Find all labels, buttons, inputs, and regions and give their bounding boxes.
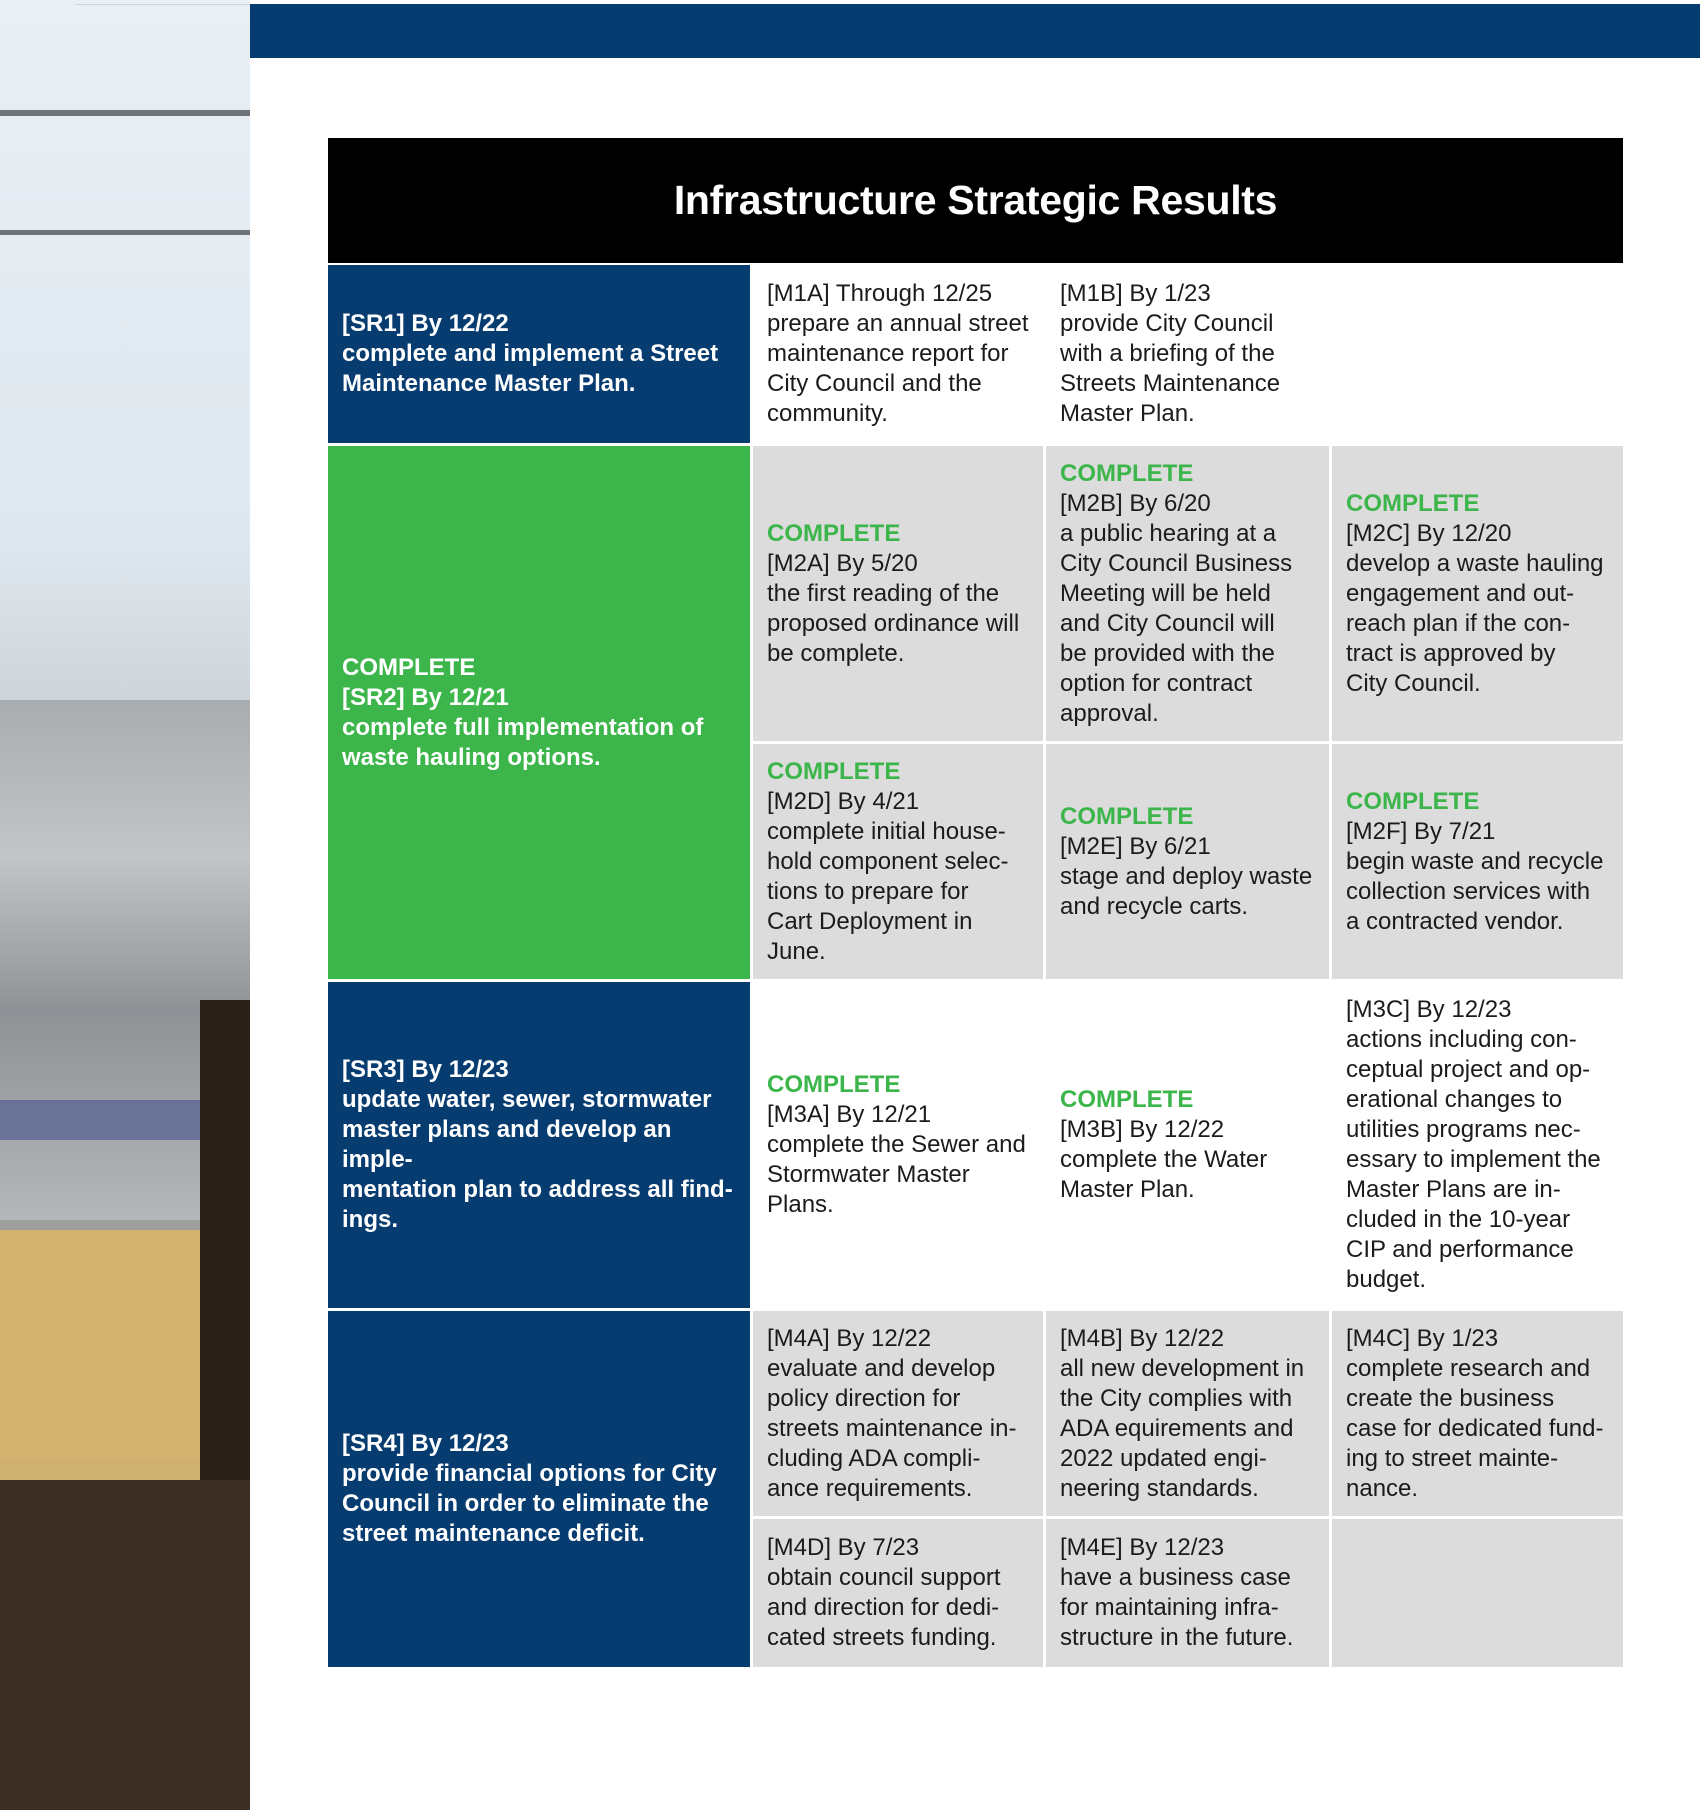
cell-text-line: [M4C] By 1/23 <box>1346 1324 1499 1352</box>
cell-text-line: maintenance report for <box>767 340 1009 367</box>
cell-text-line: [M4E] By 12/23 <box>1060 1534 1225 1561</box>
cell-text-line: develop a waste hauling <box>1346 549 1604 577</box>
measure-cell <box>1332 1311 1623 1516</box>
cell-text-line: complete initial house- <box>767 817 1006 845</box>
cell-text-line: complete and implement a Street <box>342 340 719 367</box>
cell-text-line: cluding ADA compli- <box>767 1444 981 1472</box>
cell-text-line: evaluate and develop <box>767 1354 996 1382</box>
cell-text-line: have a business case <box>1060 1564 1291 1591</box>
cell-text-line: [M4A] By 12/22 <box>767 1324 932 1352</box>
cell-text-line: essary to implement the <box>1346 1146 1601 1173</box>
measure-cell <box>753 1519 1043 1667</box>
status-label: COMPLETE <box>1060 459 1194 487</box>
cell-text-line: provide City Council <box>1060 310 1274 337</box>
cell-text-line: cluded in the 10-year <box>1346 1206 1571 1233</box>
cell-text-line: and recycle carts. <box>1060 892 1249 920</box>
strategic-result-3 <box>328 982 750 1308</box>
cell-text-line: [M2D] By 4/21 <box>767 787 920 815</box>
cell-text-line: complete research and <box>1346 1354 1591 1382</box>
train-platform-photo <box>0 0 250 1810</box>
cell-text-line: [M2A] By 5/20 <box>767 549 918 577</box>
cell-text-line: obtain council support <box>767 1564 1001 1591</box>
cell-text-line: waste hauling options. <box>342 743 601 771</box>
cell-text-line: ance requirements. <box>767 1474 973 1502</box>
cell-text-line: collection services with <box>1346 877 1591 905</box>
cell-text-line: tions to prepare for <box>767 877 969 905</box>
cell-text-line: with a briefing of the <box>1060 340 1275 367</box>
status-label: COMPLETE <box>1346 787 1480 815</box>
measure-cell <box>1046 1519 1329 1667</box>
cell-text-line: provide financial options for City <box>342 1460 717 1487</box>
empty-cell <box>1332 265 1623 443</box>
cell-text-line: [M3B] By 12/22 <box>1060 1116 1225 1143</box>
cell-text-line: create the business <box>1346 1384 1555 1412</box>
measure-cell <box>753 265 1043 443</box>
cell-text-line: stage and deploy waste <box>1060 862 1313 890</box>
cell-text-line: a public hearing at a <box>1060 519 1277 547</box>
platform-ground <box>0 1480 250 1810</box>
strategic-result-4 <box>328 1311 750 1667</box>
cell-text-line: be provided with the <box>1060 639 1275 667</box>
measure-cell <box>1332 744 1623 979</box>
status-label: COMPLETE <box>767 519 901 547</box>
measure-cell <box>753 744 1043 979</box>
platform-post <box>200 1000 250 1560</box>
status-label: COMPLETE <box>1060 802 1194 830</box>
cell-text-line: erational changes to <box>1346 1086 1563 1113</box>
cell-text-line: structure in the future. <box>1060 1624 1294 1651</box>
cell-text-line: Council in order to eliminate the <box>342 1490 709 1517</box>
cell-text-line: Streets Maintenance <box>1060 370 1281 397</box>
cell-text-line: [M2C] By 12/20 <box>1346 519 1512 547</box>
cell-text-line: neering standards. <box>1060 1474 1259 1502</box>
cell-text-line: [M1B] By 1/23 <box>1060 280 1211 307</box>
cell-text-line: complete the Sewer and <box>767 1131 1026 1158</box>
cell-text-line: engagement and out- <box>1346 579 1575 607</box>
cell-text-line: [SR2] By 12/21 <box>342 683 509 711</box>
cell-text-line: June. <box>767 937 826 965</box>
measure-cell <box>1332 982 1623 1308</box>
cell-text-line: budget. <box>1346 1266 1427 1293</box>
overhead-wire <box>0 110 250 116</box>
cell-text-line: master plans and develop an imple- <box>342 1116 672 1173</box>
measure-cell <box>1046 1311 1329 1516</box>
cell-text-line: reach plan if the con- <box>1346 609 1571 637</box>
cell-text-line: [M3A] By 12/21 <box>767 1101 932 1128</box>
header-band <box>250 4 1700 58</box>
cell-text-line: City Council. <box>1346 669 1481 697</box>
strategic-result-2 <box>328 446 750 979</box>
cell-text-line: be complete. <box>767 639 905 667</box>
status-label: COMPLETE <box>1060 1086 1194 1113</box>
cell-text-line: streets maintenance in- <box>767 1414 1017 1442</box>
cell-text-line: approval. <box>1060 699 1159 727</box>
cell-text-line: street maintenance deficit. <box>342 1520 645 1547</box>
cell-text-line: [M1A] Through 12/25 <box>767 280 993 307</box>
measure-cell <box>1046 446 1329 741</box>
status-label: COMPLETE <box>767 757 901 785</box>
table-title: Infrastructure Strategic Results <box>673 177 1278 223</box>
cell-text-line: the first reading of the <box>767 579 1000 607</box>
cell-text-line: [SR4] By 12/23 <box>342 1430 509 1457</box>
cell-text-line: [M4B] By 12/22 <box>1060 1324 1225 1352</box>
empty-cell <box>1332 1519 1623 1667</box>
cell-text-line: [M2E] By 6/21 <box>1060 832 1211 860</box>
cell-text-line: actions including con- <box>1346 1026 1577 1053</box>
cell-text-line: ing to street mainte- <box>1346 1444 1559 1472</box>
cell-text-line: tract is approved by <box>1346 639 1556 667</box>
cell-text-line: all new development in <box>1060 1354 1305 1382</box>
cell-text-line: cated streets funding. <box>767 1624 997 1651</box>
cell-text-line: case for dedicated fund- <box>1346 1414 1604 1442</box>
cell-text-line: for maintaining infra- <box>1060 1594 1279 1621</box>
measure-cell <box>753 446 1043 741</box>
cell-text-line: policy direction for <box>767 1384 961 1412</box>
measure-cell <box>753 982 1043 1308</box>
cell-text-line: ings. <box>342 1206 399 1233</box>
cell-text-line: CIP and performance <box>1346 1236 1574 1263</box>
cell-text-line: community. <box>767 400 888 427</box>
cell-text-line: prepare an annual street <box>767 310 1029 337</box>
measure-cell <box>1046 982 1329 1308</box>
cell-text-line: utilities programs nec- <box>1346 1116 1581 1143</box>
cell-text-line: complete the Water <box>1060 1146 1268 1173</box>
cell-text-line: [M2B] By 6/20 <box>1060 489 1211 517</box>
cell-text-line: a contracted vendor. <box>1346 907 1564 935</box>
cell-text-line: and City Council will <box>1060 609 1275 637</box>
measure-cell <box>1046 744 1329 979</box>
status-label: COMPLETE <box>767 1071 901 1098</box>
cell-text-line: and direction for dedi- <box>767 1594 1000 1621</box>
cell-text-line: [SR1] By 12/22 <box>342 310 509 337</box>
cell-text-line: Plans. <box>767 1191 834 1218</box>
measure-cell <box>1046 265 1329 443</box>
cell-text-line: update water, sewer, stormwater <box>342 1086 712 1113</box>
cell-text-line: City Council Business <box>1060 549 1293 577</box>
measure-cell <box>1332 446 1623 741</box>
cell-text-line: hold component selec- <box>767 847 1009 875</box>
overhead-wire <box>0 230 250 235</box>
cell-text-line: begin waste and recycle <box>1346 847 1604 875</box>
cell-text-line: option for contract <box>1060 669 1253 697</box>
cell-text-line: Master Plan. <box>1060 400 1195 427</box>
cell-text-line: City Council and the <box>767 370 982 397</box>
cell-text-line: ceptual project and op- <box>1346 1056 1591 1083</box>
table-title-bar <box>328 138 1623 263</box>
cell-text-line: proposed ordinance will <box>767 609 1020 637</box>
status-label: COMPLETE <box>342 653 476 681</box>
cell-text-line: 2022 updated engi- <box>1060 1444 1267 1472</box>
measure-cell <box>753 1311 1043 1516</box>
cell-text-line: [SR3] By 12/23 <box>342 1056 509 1083</box>
cell-text-line: [M2F] By 7/21 <box>1346 817 1496 845</box>
cell-text-line: Stormwater Master <box>767 1161 970 1188</box>
status-label: COMPLETE <box>1346 489 1480 517</box>
cell-text-line: mentation plan to address all find- <box>342 1176 733 1203</box>
strategic-result-1 <box>328 265 750 443</box>
cell-text-line: complete full implementation of <box>342 713 704 741</box>
cell-text-line: Maintenance Master Plan. <box>342 370 636 397</box>
cell-text-line: Master Plans are in- <box>1346 1176 1561 1203</box>
cell-text-line: Meeting will be held <box>1060 579 1271 607</box>
cell-text-line: Cart Deployment in <box>767 907 973 935</box>
cell-text-line: nance. <box>1346 1474 1419 1502</box>
cell-text-line: [M3C] By 12/23 <box>1346 996 1512 1023</box>
cell-text-line: ADA equirements and <box>1060 1414 1294 1442</box>
cell-text-line: the City complies with <box>1060 1384 1293 1412</box>
cell-text-line: [M4D] By 7/23 <box>767 1534 920 1561</box>
cell-text-line: Master Plan. <box>1060 1176 1195 1203</box>
